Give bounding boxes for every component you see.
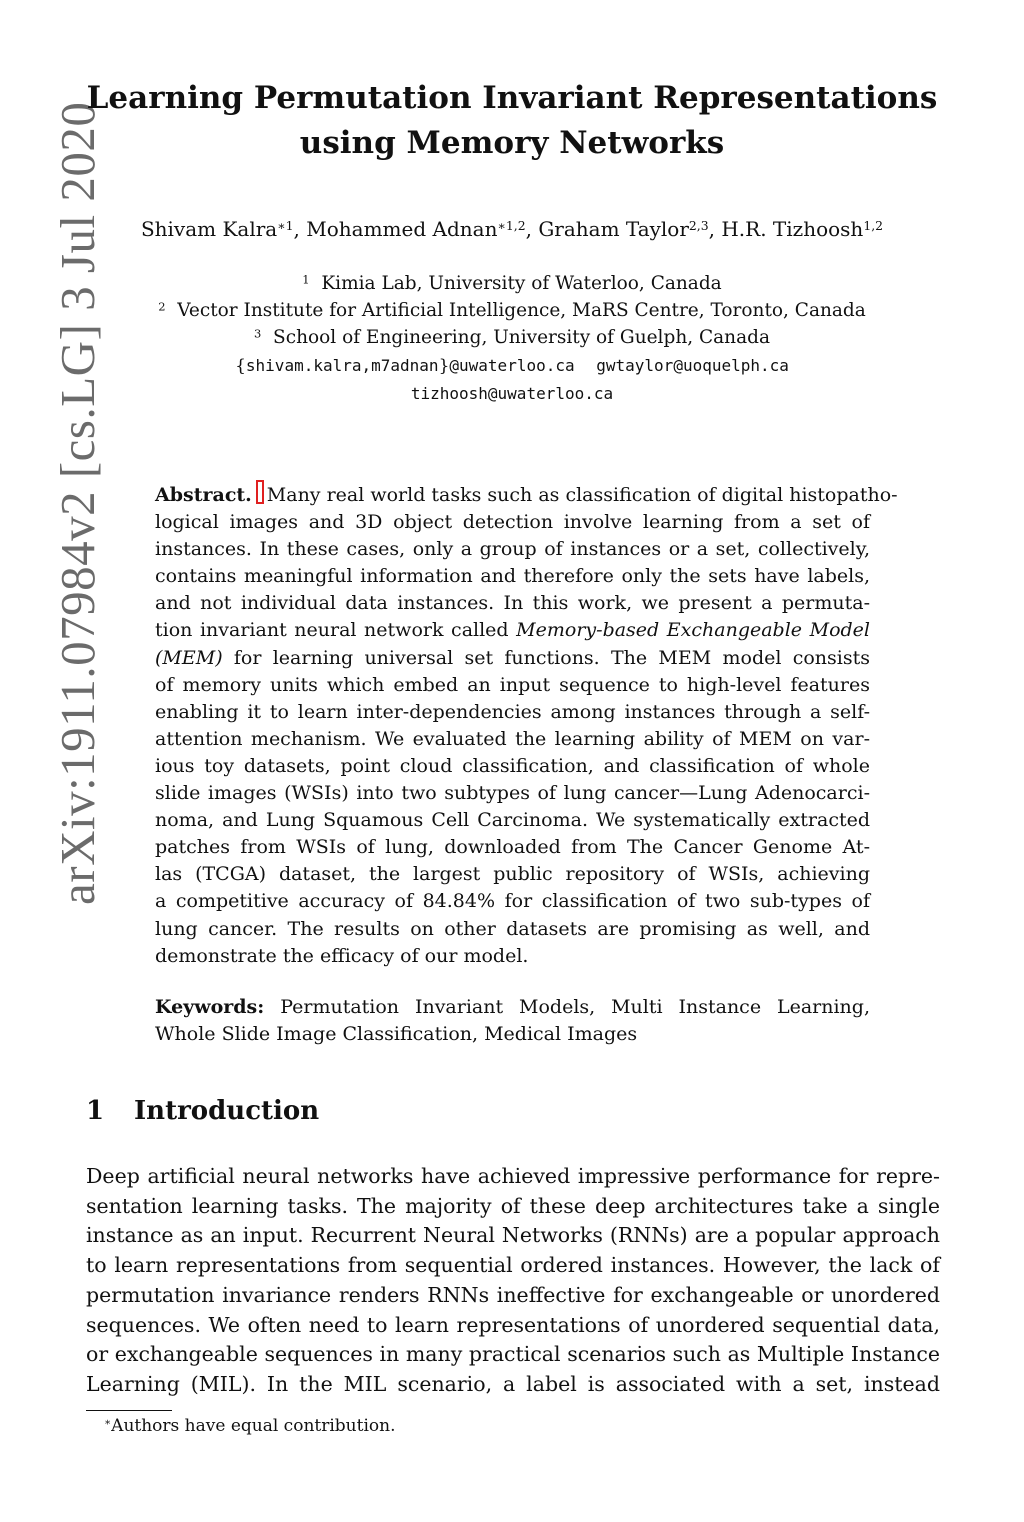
- abstract-line: and not individual data instances. In this work, we present a permuta-: [155, 592, 870, 615]
- email-group: shivam.kalra,m7adnan: [245, 356, 439, 375]
- footnote-rule: [86, 1410, 172, 1411]
- abstract-line: slide images (WSIs) into two subtypes of lung cancer—Lung Adenocarci-: [155, 782, 870, 805]
- abstract-line: enabling it to learn inter-dependencies among instances through a self-: [155, 700, 870, 723]
- abstract-line: [155, 617, 870, 644]
- abstract-label: Abstract.: [155, 484, 252, 506]
- abstract-text: Many real world tasks such as classification of digital histopatho-: [266, 484, 898, 506]
- body-line: to learn representations from sequential ordered instances. However, the lack of: [86, 1253, 940, 1278]
- author-name: Graham Taylor: [538, 217, 689, 241]
- body-line: Learning (MIL). In the MIL scenario, a label is associated with a set, instead: [86, 1371, 940, 1396]
- abstract-line: demonstrate the efficacy of our model.: [155, 944, 529, 967]
- section-heading: [86, 1096, 319, 1126]
- affiliation-line: [80, 270, 944, 297]
- model-abbrev-italic: (MEM): [155, 646, 223, 669]
- body-line: or exchangeable sequences in many practical scenarios such as Multiple Instance: [86, 1342, 940, 1367]
- email-line-2: [80, 380, 944, 408]
- email-group-domain: @uwaterloo.ca: [449, 356, 575, 375]
- author-list: Shivam Kalra$^{∗1}$, Mohammed Adnan$^{∗1,2}$, Graham Taylor$^{2,3}$, H.R. Tizhoosh$^{1,2}$: [140, 217, 884, 241]
- abstract-line: noma, and Lung Squamous Cell Carcinoma. We systematically extracted: [155, 809, 870, 832]
- abstract-line: las (TCGA) dataset, the largest public repository of WSIs, achieving: [155, 863, 870, 886]
- keywords-line: [155, 994, 870, 1021]
- keywords-text: Permutation Invariant Models, Multi Instance Learning,: [280, 996, 870, 1018]
- body-line: sequences. We often need to learn representations of unordered sequential data,: [86, 1312, 940, 1337]
- email-line-1: [80, 352, 944, 380]
- abstract-line: instances. In these cases, only a group of instances or a set, collectively,: [155, 538, 870, 561]
- email-address: gwtaylor@uoquelph.ca: [596, 356, 789, 375]
- author-name: Mohammed Adnan: [306, 217, 498, 241]
- email-brace-open: {: [235, 356, 246, 376]
- arxiv-identifier-stamp: arXiv:1911.07984v2 [cs.LG] 3 Jul 2020: [50, 101, 105, 905]
- abstract-line: ious toy datasets, point cloud classification, and classification of whole: [155, 754, 870, 777]
- affiliation-text: Vector Institute for Artificial Intelligence, MaRS Centre, Toronto, Canada: [177, 300, 866, 321]
- abstract-line: attention mechanism. We evaluated the learning ability of MEM on var-: [155, 727, 870, 750]
- abstract-line: [155, 480, 898, 509]
- annotation-marker: [256, 480, 264, 504]
- body-line: instance as an input. Recurrent Neural Networks (RNNs) are a popular approach: [86, 1223, 940, 1248]
- affiliation-text: Kimia Lab, University of Waterloo, Canada: [321, 273, 722, 294]
- title-line-2: using Memory Networks: [299, 125, 725, 161]
- affiliation-text: School of Engineering, University of Guelph, Canada: [273, 327, 770, 348]
- affiliation-marker: 1: [302, 272, 310, 287]
- keywords-line: Whole Slide Image Classification, Medical Images: [155, 1023, 638, 1046]
- email-address: tizhoosh@uwaterloo.ca: [410, 384, 614, 403]
- footnote-mark: ∗: [104, 1416, 112, 1429]
- abstract-text: for learning universal set functions. The MEM model consists: [233, 646, 870, 669]
- affiliation-line: [80, 297, 944, 324]
- section-number: 1: [86, 1096, 105, 1126]
- body-line: permutation invariance renders RNNs ineffective for exchangeable or unordered: [86, 1282, 940, 1307]
- body-line: sentation learning tasks. The majority of these deep architectures take a single: [86, 1193, 940, 1218]
- abstract-line: [155, 645, 870, 672]
- paper-title: [80, 76, 944, 166]
- abstract-line: of memory units which embed an input sequence to high-level features: [155, 673, 870, 696]
- author-name: H.R. Tizhoosh: [721, 217, 864, 241]
- author-marker: 2,3: [688, 217, 709, 233]
- affiliation-marker: 3: [253, 326, 262, 341]
- abstract-text: tion invariant neural network called: [155, 619, 509, 642]
- keywords-label: Keywords:: [155, 996, 265, 1018]
- affiliation-marker: 2: [158, 299, 166, 314]
- author-marker: ∗1,2: [497, 217, 526, 233]
- body-line: Deep artificial neural networks have achieved impressive performance for repre-: [86, 1164, 940, 1188]
- author-marker: ∗1: [277, 217, 294, 233]
- abstract-line: patches from WSIs of lung, downloaded from The Cancer Genome At-: [155, 836, 870, 859]
- abstract: [155, 480, 898, 970]
- footnote-text: Authors have equal contribution.: [111, 1416, 396, 1436]
- title-line-1: Learning Permutation Invariant Representations: [86, 80, 938, 116]
- abstract-line: logical images and 3D object detection involve learning from a set of: [155, 511, 870, 534]
- introduction-body: [86, 1162, 940, 1400]
- footnote: [104, 1416, 395, 1436]
- abstract-line: contains meaningful information and therefore only the sets have labels,: [155, 565, 870, 588]
- author-name: Shivam Kalra: [140, 217, 278, 241]
- affiliation-line: [80, 324, 944, 351]
- email-block: [80, 352, 944, 408]
- abstract-line: lung cancer. The results on other datasets are promising as well, and: [155, 917, 870, 940]
- model-name-italic: Memory-based Exchangeable Model: [516, 619, 870, 642]
- section-title: Introduction: [134, 1096, 320, 1126]
- author-marker: 1,2: [863, 217, 884, 233]
- keywords: [155, 994, 870, 1048]
- email-brace-close: }: [438, 356, 450, 376]
- affiliation-list: [80, 270, 944, 351]
- abstract-line: a competitive accuracy of 84.84% for classification of two sub-types of: [155, 890, 870, 913]
